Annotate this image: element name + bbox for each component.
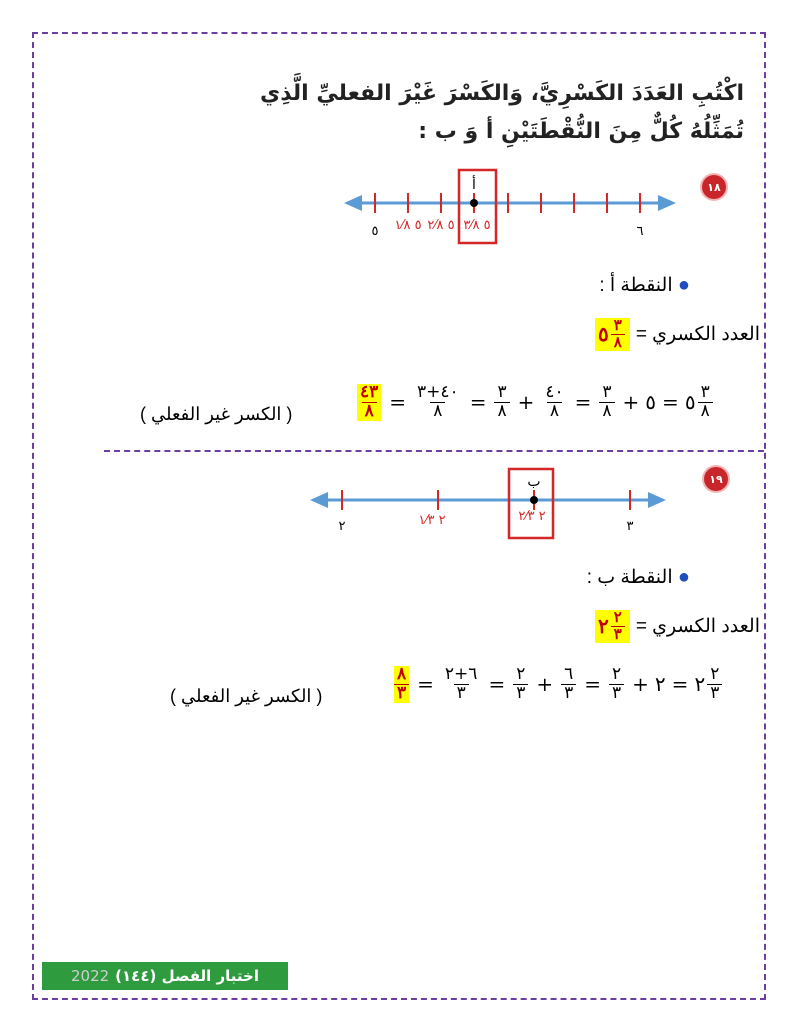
denominator: ٨ (547, 402, 562, 421)
numerator: ٢ (516, 664, 526, 684)
mixed-number-a-row (360, 318, 760, 351)
denominator: ٣ (561, 684, 576, 703)
numerator: ٤٠ (545, 382, 564, 402)
section-divider (104, 450, 764, 452)
denominator: ٨ (494, 402, 509, 421)
mark-one-third: ٢ ١⁄٣ (418, 513, 446, 528)
point-b-row (390, 566, 690, 589)
denominator: ٣ (454, 684, 469, 703)
question-heading-line1: اكْتُبِ العَدَدَ الكَسْرِيَّ، وَالكَسْرَ غَيْرَ الفعليِّ الَّذِي (260, 81, 744, 106)
term-fraction (609, 666, 624, 703)
denominator: ٨ (698, 402, 713, 421)
denominator: ٨ (430, 402, 445, 421)
whole-as-fraction (561, 666, 576, 703)
point-a-row (390, 274, 690, 297)
term-fraction (494, 384, 509, 421)
mixed-whole: ٢ (598, 615, 609, 638)
point-b-dot (530, 496, 538, 504)
mark-two-eighths: ٥ ٢⁄٨ (427, 218, 455, 233)
point-a-dot (470, 199, 478, 207)
mark-two-thirds: ٢ ٢⁄٣ (518, 509, 546, 524)
start-label: ٥ (371, 224, 379, 239)
whole: ٥ (684, 390, 696, 415)
problem-18-badge: ١٨ (702, 175, 726, 199)
number-line-b (306, 462, 670, 544)
footer-label: اختبار الفصل (١٤٤) (115, 967, 260, 985)
improper-result-b (394, 666, 409, 703)
mixed-number-a-answer (595, 318, 630, 351)
left-arrow-icon (344, 195, 362, 211)
mark-one-eighth: ٥ ١⁄٨ (394, 218, 422, 233)
right-arrow-icon (658, 195, 676, 211)
sum-fraction (414, 384, 462, 421)
numerator: ٨ (397, 664, 407, 684)
point-b-label: ب (527, 474, 541, 490)
left-arrow-icon (310, 492, 328, 508)
numerator: ٢ (710, 664, 720, 684)
denominator: ٣ (707, 684, 722, 703)
denominator: ٨ (362, 402, 377, 421)
numerator: ٣ (497, 382, 507, 402)
bullet-icon: ● (677, 566, 690, 588)
problem-19-badge: ١٩ (704, 467, 728, 491)
improper-result-a (357, 384, 381, 421)
mixed-number-a-label: العدد الكسري = (635, 323, 760, 345)
sum-fraction (442, 666, 481, 703)
denominator: ٣ (609, 684, 624, 703)
bullet-icon: ● (677, 274, 690, 296)
mixed-number-b-row (360, 610, 760, 643)
right-arrow-icon (648, 492, 666, 508)
denominator: ٨ (599, 402, 614, 421)
equation-b: $\frac{٨}{٣}$ = $\frac{٦+٢}{٣}$ = $\frac{٢}{٣}$ + $\frac{٦}{٣}$ = $\frac{٢}{٣}$ + ٢ = ٢ $\frac{٢}{٣}$ (392, 666, 724, 703)
end-label: ٦ (636, 224, 644, 239)
numerator: ٤٣ (360, 382, 379, 402)
end-label: ٣ (626, 519, 634, 534)
numerator: ٦+٢ (444, 664, 478, 684)
term-fraction (599, 384, 614, 421)
numerator: ٣ (613, 317, 622, 334)
denominator: ٣ (513, 684, 528, 703)
whole-as-fraction (542, 384, 566, 421)
point-a-heading: النقطة أ : (599, 275, 673, 296)
number-line-a (340, 165, 680, 250)
whole: ٢ (694, 672, 706, 697)
improper-label-a: ( الكسر غير الفعلي ) (140, 404, 293, 424)
mixed-fraction (611, 610, 625, 643)
numerator: ٢ (613, 609, 622, 626)
term-fraction (513, 666, 528, 703)
mixed-whole: ٥ (598, 323, 609, 346)
mixed-fraction (611, 318, 625, 351)
equation-a: $\frac{٤٣}{٨}$ = $\frac{٤٠+٣}{٨}$ = $\frac{٣}{٨}$ + $\frac{٤٠}{٨}$ = $\frac{٣}{٨}$ + ٥ = ٥ $\frac{٣}{٨}$ (355, 384, 715, 421)
start-label: ٢ (338, 519, 346, 534)
point-a-label: أ (472, 177, 476, 193)
mixed-number-b-answer (595, 610, 630, 643)
footer-banner (42, 962, 288, 990)
numerator: ٣ (700, 382, 710, 402)
mark-three-eighths: ٥ ٣⁄٨ (463, 218, 491, 233)
numerator: ٣ (602, 382, 612, 402)
denominator: ٣ (611, 626, 625, 643)
denominator: ٣ (394, 684, 409, 703)
footer-year: 2022 (70, 967, 110, 985)
improper-label-b: ( الكسر غير الفعلي ) (170, 686, 323, 706)
lhs-fraction (707, 666, 722, 703)
whole: ٢ (654, 672, 666, 697)
numerator: ٤٠+٣ (417, 382, 459, 402)
numerator: ٢ (612, 664, 622, 684)
question-heading-line2: تُمَثِّلُهُ كُلٌّ مِنَ النُّقْطَتَيْنِ أ وَ ب : (418, 119, 744, 144)
lhs-fraction (698, 384, 713, 421)
mixed-number-b-label: العدد الكسري = (635, 615, 760, 637)
denominator: ٨ (611, 334, 625, 351)
whole: ٥ (645, 390, 657, 415)
numerator: ٦ (564, 664, 574, 684)
point-b-heading: النقطة ب : (586, 567, 673, 588)
